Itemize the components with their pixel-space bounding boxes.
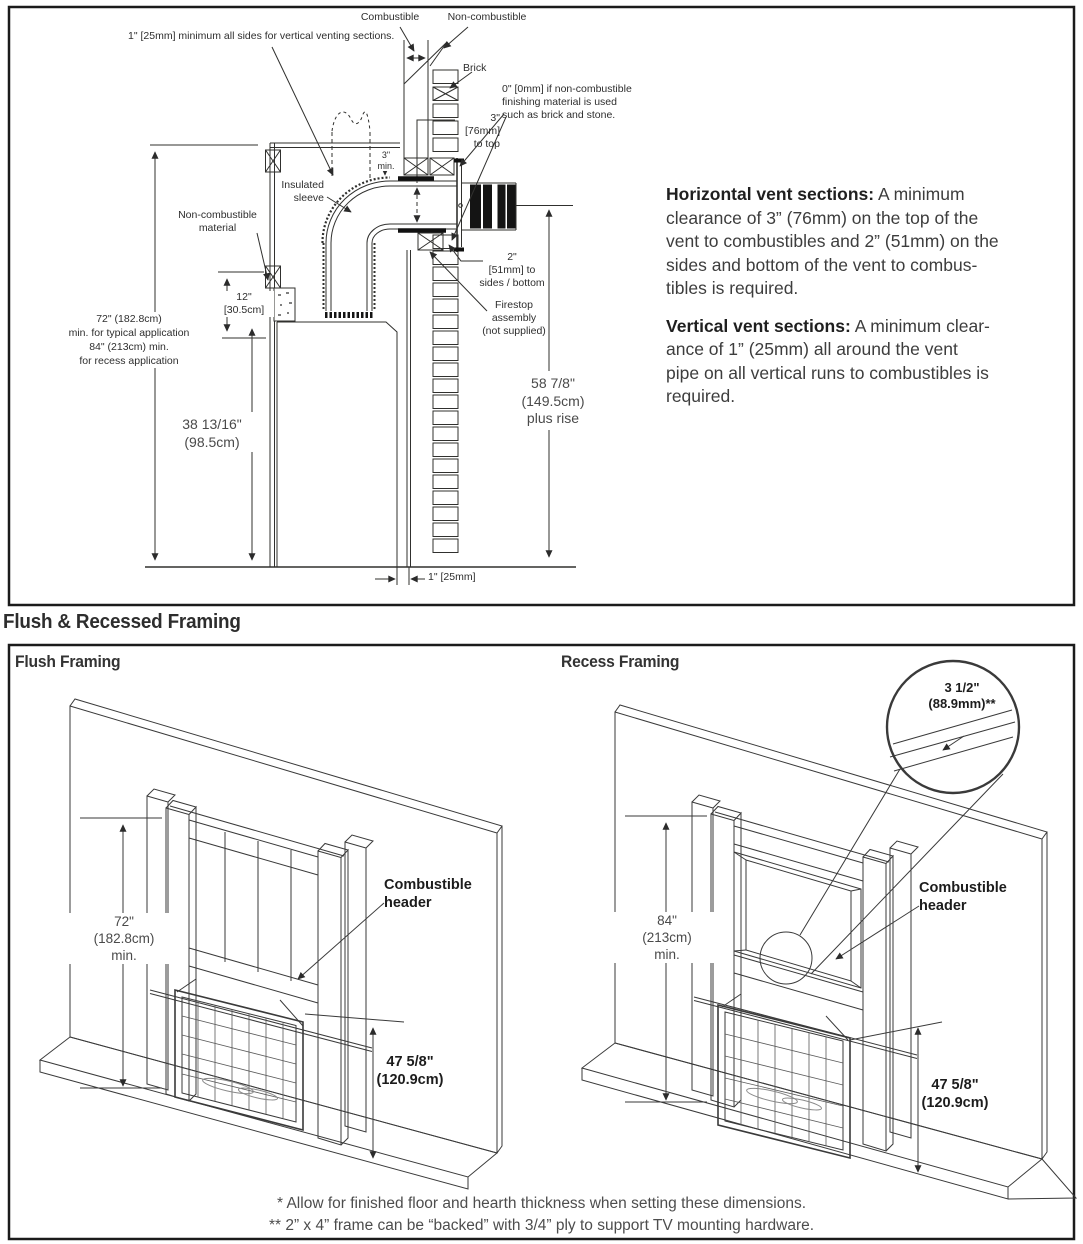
vent-cap-louvers [470,185,516,229]
recess-dim-height: 84" (213cm) min. [603,912,731,963]
label-brick: Brick [463,62,487,74]
label-dim-12: 12" [30.5cm] [214,291,274,317]
label-zero-clearance: 0" [0mm] if non-combustible finishing material is used such as brick and stone. [502,83,632,121]
label-to-top: 3" [76mm] to top [464,112,500,150]
recess-framing-title: Recess Framing [561,652,680,671]
flush-framing-title: Flush Framing [15,652,121,671]
label-min-all-sides: 1" [25mm] minimum all sides for vertical venting sections. [128,30,395,42]
label-dim-58: 58 7/8" (149.5cm) plus rise [521,375,585,426]
label-three-min: 3" min. [374,150,398,171]
label-dim-1in: 1" [25mm] [428,571,476,583]
recess-combustible-header-label: Combustible header [919,880,1007,914]
flush-combustible-header-label: Combustible header [384,877,472,911]
horizontal-vent-heading: Horizontal vent sections: [666,184,875,204]
recess-detail-dim: 3 1/2" (88.9mm)** [928,680,996,711]
label-dim-72: 72" (182.8cm) min. for typical application 84" (213cm) min. for recess application [36,312,222,368]
label-sides-bottom: 2" [51mm] to sides / bottom [479,251,545,289]
label-non-combustible: Non-combustible [447,11,527,23]
recess-dim-opening: 47 5/8" (120.9cm) [921,1077,989,1111]
label-firestop: Firestop assembly (not supplied) [482,299,546,337]
section-title: Flush & Recessed Framing [3,610,241,633]
label-noncombustible-material: Non-combustible material [178,209,257,234]
vertical-vent-heading: Vertical vent sections: [666,315,851,336]
flush-dim-height: 72" (182.8cm) min. [60,913,188,964]
flush-dim-opening: 47 5/8" (120.9cm) [376,1054,444,1088]
label-insulated-sleeve: Insulated sleeve [281,179,324,204]
label-dim-38: 38 13/16" (98.5cm) [182,416,242,450]
clearance-text: Horizontal vent sections: A minimum clearance of 3” (76mm) on the top of the vent to combustibles and 2” (51mm) on the sides and bottom of the vent to combus- tibles is required. Vertical vent sections: A minimum clear- ance of 1” (25mm) all around the vent pipe on all vertical runs to combustibles is required. [666,184,999,406]
footnotes: * Allow for finished floor and hearth thickness when setting these dimensions. ** 2” x 4” frame can be “backed” with 3/4” ply to support TV mounting hardware. [268,1195,815,1234]
label-combustible: Combustible [360,11,420,23]
